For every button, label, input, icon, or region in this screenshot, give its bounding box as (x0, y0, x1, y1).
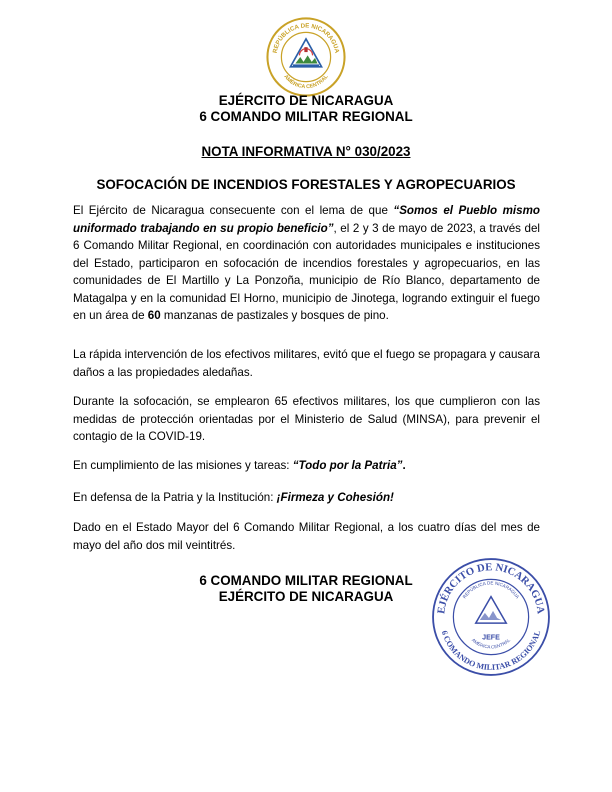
p1-motto: “Somos el Pueblo mismo uniformado trabajando en su propio beneficio” (73, 204, 540, 235)
paragraph-6: Dado en el Estado Mayor del 6 Comando Militar Regional, a los cuatro días del mes de mayo del año dos mil veintitrés. (73, 521, 540, 552)
p4-end: . (402, 459, 406, 472)
seal-top-text: REPÚBLICA DE NICARAGUA (271, 22, 341, 54)
p1-area: 60 (147, 309, 161, 322)
national-seal-icon (265, 16, 347, 98)
paragraph-2: La rápida intervención de los efectivos militares, evitó que el fuego se propagara y causara daños a las propiedades aledañas. (73, 348, 540, 379)
p1-text-a: , el 2 y 3 de mayo de 2023, a través del 6 Comando Militar Regional, en coordinación con autoridades municipales e instituciones del Estado, participaron en sofocación de incendios forestales y agropecuarios, en las comunidades de El Martillo y La Ponzoña, municipio de Río Blanco, departamento de Matagalpa y en la comunidad El Horno, municipio de Jinotega, logrando extinguir el fuego en un área de (73, 221, 540, 322)
stamp-bottom-text: 6 COMANDO MILITAR REGIONAL (439, 629, 543, 672)
org-line-2: 6 COMANDO MILITAR REGIONAL (199, 108, 413, 124)
p5-intro: En defensa de la Patria y la Institución: (73, 491, 277, 504)
paragraph-1 (73, 202, 540, 325)
p1-text-b: manzanas de pastizales y bosques de pino. (160, 309, 389, 322)
p5-motto: ¡Firmeza y Cohesión! (276, 491, 394, 504)
paragraph-4 (73, 457, 540, 475)
note-title: NOTA INFORMATIVA N° 030/2023 (201, 144, 411, 159)
seal-bottom-text: AMÉRICA CENTRAL (282, 73, 330, 91)
seal-cap (304, 47, 307, 52)
signature-line-2: EJÉRCITO DE NICARAGUA (218, 588, 394, 604)
subject-title: SOFOCACIÓN DE INCENDIOS FORESTALES Y AGROPECUARIOS (96, 177, 516, 192)
stamp-inner-bottom-text: AMÉRICA CENTRAL (470, 637, 512, 650)
stamp-volcanoes (480, 611, 501, 620)
paragraph-5 (73, 489, 540, 507)
stamp-top-text: EJÉRCITO DE NICARAGUA (435, 561, 547, 615)
stamp-inner-top-text: REPÚBLICA DE NICARAGUA (461, 580, 521, 600)
p1-intro: El Ejército de Nicaragua consecuente con el lema de que (73, 204, 394, 217)
seal-sea (293, 64, 319, 66)
p4-intro: En cumplimiento de las misiones y tareas: (73, 459, 293, 472)
paragraph-3: Durante la sofocación, se emplearon 65 efectivos militares, los que cumplieron con las medidas de protección orientadas por el Ministerio de Salud (MINSA), para prevenir el contagio de la COVID-19. (73, 395, 540, 443)
p4-motto: “Todo por la Patria” (292, 459, 403, 472)
signature-line-1: 6 COMANDO MILITAR REGIONAL (199, 573, 413, 588)
official-stamp-icon (430, 556, 552, 678)
org-line-1: EJÉRCITO DE NICARAGUA (218, 93, 394, 108)
stamp-center-text: JEFE (482, 633, 500, 642)
organization-header (0, 93, 612, 124)
